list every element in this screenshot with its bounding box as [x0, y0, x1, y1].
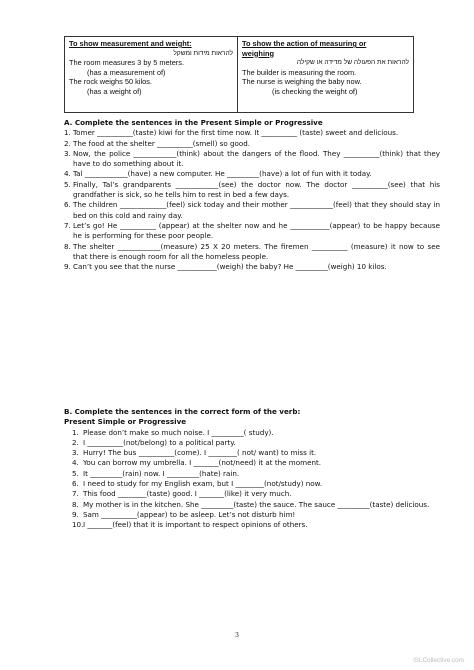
exercise-item — [72, 500, 440, 510]
item-text: I need to study for my English exam, but I ________(not/study) now. — [83, 479, 323, 489]
exercise-item — [72, 510, 440, 520]
item-text: Tomer __________(taste) kiwi for the first time now. It __________ (taste) sweet and delicious. — [73, 128, 399, 138]
section-b-subtitle: Present Simple or Progressive — [64, 417, 187, 427]
section-a-title: A. Complete the sentences in the Present Simple or Progressive — [64, 118, 323, 127]
exercise-item — [64, 128, 440, 138]
exercise-item — [64, 200, 440, 221]
exercise-item — [64, 242, 440, 263]
action-measuring-column — [238, 37, 413, 112]
item-text: The children _____________(feel) sick today and their mother ____________(feel) that they should stay in bed on this cold and rainy day. — [73, 200, 440, 220]
item-number: 4. — [64, 169, 71, 179]
hebrew-heading: להראות את הפעולה של מדידה או שקילה — [296, 59, 409, 67]
grammar-rule-table — [64, 36, 414, 113]
item-text: Now, the police ____________(think) about the dangers of the flood. They __________(think) that they have to do something about it. — [73, 148, 440, 169]
item-number: 2. — [72, 437, 79, 447]
example-line: (has a weight of) — [87, 86, 142, 96]
item-number: 7. — [72, 489, 79, 499]
column-heading: To show measurement and weight: — [69, 39, 192, 48]
exercise-item — [64, 169, 440, 179]
item-text: Let’s go! He __________ (appear) at the shelter now and he ___________(appear) to be happy because he is performing for these poor people. — [73, 220, 440, 241]
exercise-item — [72, 520, 440, 530]
hebrew-heading: להראות מידות ומשקל — [173, 49, 233, 57]
section-b — [64, 407, 440, 531]
exercise-item — [72, 448, 440, 458]
watermark: iSLCollective.com — [413, 657, 464, 664]
item-text: I _______(feel) that it is important to respect opinions of others. — [83, 520, 308, 530]
item-number: 3. — [64, 148, 71, 158]
exercise-item — [72, 428, 440, 438]
example-line: (has a measurement of) — [87, 67, 166, 77]
section-a — [64, 118, 440, 272]
item-number: 1. — [64, 128, 71, 138]
exercise-item — [64, 139, 440, 149]
item-number: 5. — [64, 179, 71, 189]
item-text: Please don’t make so much noise. I _________( study). — [83, 427, 274, 437]
example-line: (is checking the weight of) — [272, 86, 358, 96]
exercise-item — [64, 262, 440, 272]
exercise-item — [72, 479, 440, 489]
page-number: 3 — [235, 631, 239, 639]
item-text: Hurry! The bus __________(come). I ________( not/ want) to miss it. — [83, 448, 317, 458]
exercise-item — [72, 438, 440, 448]
item-text: Tal ____________(have) a new computer. He _________(have) a lot of fun with it today. — [73, 169, 372, 179]
example-line: The room measures 3 by 5 meters. — [69, 58, 185, 68]
item-text: Finally, Tal’s grandparents ____________(see) the doctor now. The doctor __________(see) that his grandfather is sick, so he tells him to rest in bed a few days. — [73, 179, 440, 200]
exercise-item — [64, 149, 440, 170]
item-number: 1. — [72, 427, 79, 437]
column-heading: To show the action of measuring or — [242, 39, 367, 48]
measurement-weight-column — [65, 37, 238, 112]
item-number: 10. — [72, 520, 84, 530]
item-number: 8. — [72, 499, 79, 509]
exercise-item — [64, 180, 440, 201]
item-number: 9. — [64, 262, 71, 272]
exercise-item — [64, 221, 440, 242]
example-line: The rock weighs 50 kilos. — [69, 77, 152, 87]
exercise-item — [72, 489, 440, 499]
item-number: 7. — [64, 220, 71, 230]
item-text: The shelter ____________(measure) 25 X 20 meters. The firemen __________ (measure) it now to see that there is enough room for all the homeless people. — [73, 241, 440, 261]
item-number: 4. — [72, 458, 79, 468]
example-line: The nurse is weighing the baby now. — [242, 77, 362, 87]
item-number: 2. — [64, 138, 71, 148]
item-text: You can borrow my umbrella. I _______(not/need) it at the moment. — [83, 458, 322, 468]
item-number: 3. — [72, 448, 79, 458]
exercise-item — [72, 458, 440, 468]
item-text: I __________(not/belong) to a political party. — [83, 437, 236, 447]
item-text: Can’t you see that the nurse ___________(weigh) the baby? He _________(weigh) 10 kilos. — [73, 262, 387, 272]
item-number: 6. — [72, 479, 79, 489]
item-text: Sam __________(appear) to be asleep. Let’s not disturb him! — [83, 509, 296, 519]
section-b-title: B. Complete the sentences in the correct form of the verb: — [64, 407, 301, 416]
item-text: The food at the shelter __________(smell) so good. — [73, 138, 251, 148]
exercise-item — [72, 469, 440, 479]
item-number: 8. — [64, 241, 71, 251]
item-number: 9. — [72, 509, 79, 519]
item-number: 5. — [72, 468, 79, 478]
item-text: This food ________(taste) good. I _______(like) it very much. — [83, 489, 292, 499]
item-text: My mother is in the kitchen. She _________(taste) the sauce. The sauce _________(taste) delicious. — [83, 499, 430, 509]
item-text: It _________(rain) now. I _________(hate) rain. — [83, 468, 240, 478]
example-line: The builder is measuring the room. — [242, 67, 357, 77]
item-number: 6. — [64, 200, 71, 210]
column-heading-cont: weighing — [242, 48, 275, 58]
